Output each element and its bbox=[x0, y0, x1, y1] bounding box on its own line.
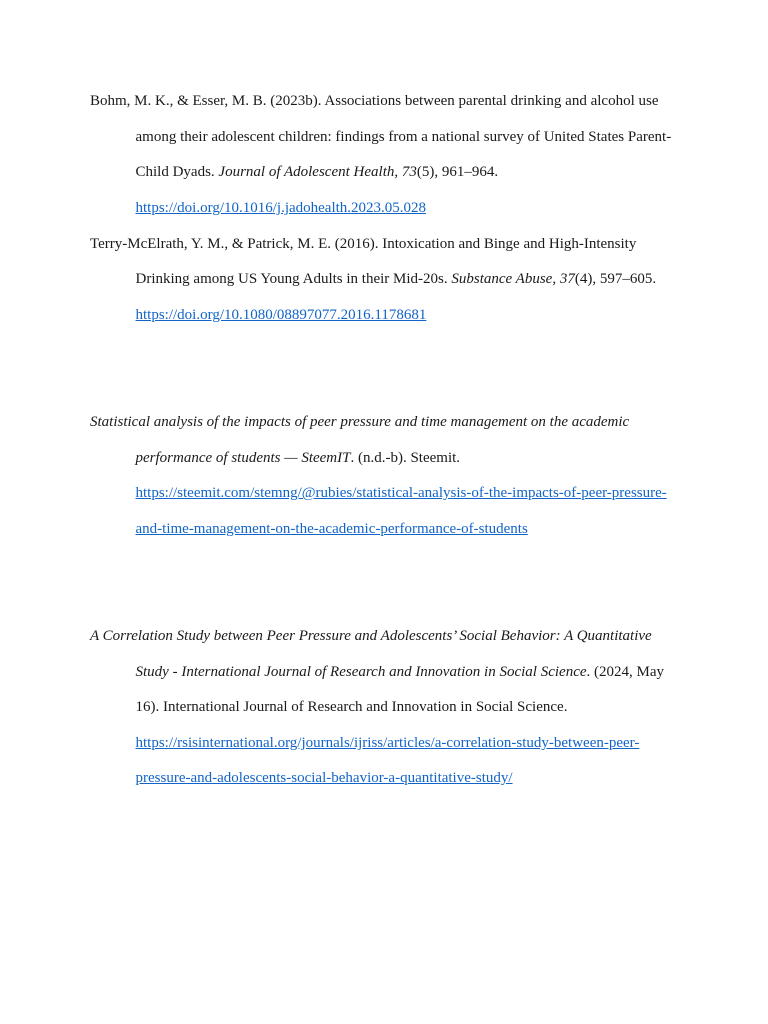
journal-title: Journal of Adolescent Health bbox=[218, 164, 395, 181]
url-link-part2[interactable]: and-time-management-on-the-academic-performance-of-students bbox=[135, 520, 528, 537]
url-link-part2[interactable]: pressure-and-adolescents-social-behavior-a-quantitative-study/ bbox=[135, 770, 513, 787]
url-link-part1[interactable]: https://rsisinternational.org/journals/ijriss/articles/a-correlation-study-between-peer- bbox=[135, 734, 640, 751]
reference-entry-bohm bbox=[90, 84, 690, 226]
reference-entry-rsis bbox=[90, 619, 690, 797]
reference-title: performance of students — SteemIT bbox=[135, 449, 351, 466]
reference-entry-steemit bbox=[90, 405, 690, 547]
reference-line: Bohm, M. K., & Esser, M. B. (2023b). Associations between parental drinking and alcohol use bbox=[90, 93, 659, 109]
reference-title-line: A Correlation Study between Peer Pressure and Adolescents’ Social Behavior: A Quantitative bbox=[90, 628, 652, 644]
journal-title: Substance Abuse bbox=[451, 271, 553, 288]
reference-line bbox=[90, 298, 690, 334]
reference-line bbox=[90, 191, 690, 227]
doi-link[interactable]: https://doi.org/10.1080/08897077.2016.1178681 bbox=[135, 306, 427, 323]
reference-text: (4), 597–605. bbox=[574, 271, 657, 288]
url-link-part1[interactable]: https://steemit.com/stemng/@rubies/statistical-analysis-of-the-impacts-of-peer-pressure- bbox=[135, 485, 667, 502]
reference-text: Child Dyads. bbox=[135, 164, 219, 181]
reference-line bbox=[90, 262, 690, 298]
reference-line bbox=[90, 441, 690, 477]
reference-line: 16). International Journal of Research and Innovation in Social Science. bbox=[135, 699, 568, 716]
reference-line bbox=[90, 476, 690, 512]
reference-line: among their adolescent children: findings from a national survey of United States Parent- bbox=[135, 128, 672, 145]
doi-link[interactable]: https://doi.org/10.1016/j.jadohealth.2023.05.028 bbox=[135, 199, 427, 216]
reference-line bbox=[90, 155, 690, 191]
reference-text: (5), 961–964. bbox=[416, 164, 499, 181]
reference-text: Drinking among US Young Adults in their Mid-20s. bbox=[135, 271, 452, 288]
reference-line bbox=[90, 761, 690, 797]
reference-line bbox=[90, 726, 690, 762]
reference-line bbox=[90, 512, 690, 548]
reference-line: Terry-McElrath, Y. M., & Patrick, M. E. (2016). Intoxication and Binge and High-Intensity bbox=[90, 235, 637, 252]
journal-volume: 37 bbox=[559, 271, 575, 288]
reference-line bbox=[90, 655, 690, 691]
reference-text: , bbox=[552, 271, 560, 288]
reference-entry-terry-mcelrath bbox=[90, 227, 690, 334]
journal-volume: 73 bbox=[401, 164, 417, 181]
reference-text: . (2024, May bbox=[586, 663, 665, 680]
reference-title-line: Statistical analysis of the impacts of peer pressure and time management on the academic bbox=[90, 414, 630, 430]
reference-text: . (n.d.-b). Steemit. bbox=[350, 449, 461, 466]
reference-text: , bbox=[394, 164, 402, 181]
reference-title: Study - International Journal of Research and Innovation in Social Science bbox=[135, 663, 587, 680]
